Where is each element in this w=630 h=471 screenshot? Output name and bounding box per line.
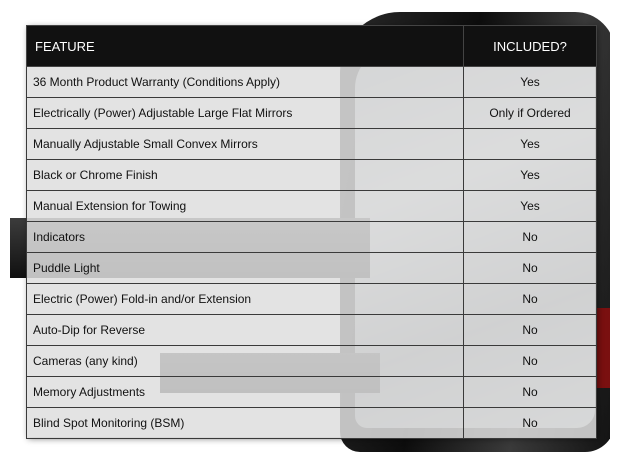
feature-table-container xyxy=(26,25,596,437)
included-cell: Yes xyxy=(464,160,597,191)
feature-cell: Cameras (any kind) xyxy=(27,346,464,377)
feature-cell: Auto-Dip for Reverse xyxy=(27,315,464,346)
included-cell: No xyxy=(464,408,597,439)
feature-cell: Memory Adjustments xyxy=(27,377,464,408)
table-row xyxy=(27,67,597,98)
feature-table xyxy=(26,25,597,439)
included-cell: No xyxy=(464,315,597,346)
table-row xyxy=(27,191,597,222)
feature-column-header: FEATURE xyxy=(27,26,464,67)
table-row xyxy=(27,98,597,129)
feature-cell: 36 Month Product Warranty (Conditions Apply) xyxy=(27,67,464,98)
table-row xyxy=(27,284,597,315)
table-row xyxy=(27,160,597,191)
table-row xyxy=(27,129,597,160)
feature-cell: Puddle Light xyxy=(27,253,464,284)
included-cell: No xyxy=(464,222,597,253)
table-row xyxy=(27,377,597,408)
included-cell: Yes xyxy=(464,191,597,222)
included-cell: No xyxy=(464,284,597,315)
included-cell: No xyxy=(464,253,597,284)
feature-cell: Electric (Power) Fold-in and/or Extension xyxy=(27,284,464,315)
included-cell: Yes xyxy=(464,67,597,98)
included-cell: Only if Ordered xyxy=(464,98,597,129)
feature-cell: Manual Extension for Towing xyxy=(27,191,464,222)
included-column-header: INCLUDED? xyxy=(464,26,597,67)
feature-cell: Manually Adjustable Small Convex Mirrors xyxy=(27,129,464,160)
table-row xyxy=(27,315,597,346)
feature-cell: Black or Chrome Finish xyxy=(27,160,464,191)
table-row xyxy=(27,253,597,284)
included-cell: Yes xyxy=(464,129,597,160)
feature-cell: Blind Spot Monitoring (BSM) xyxy=(27,408,464,439)
vehicle-taillight xyxy=(596,308,610,388)
table-header-row xyxy=(27,26,597,67)
table-row xyxy=(27,408,597,439)
table-row xyxy=(27,222,597,253)
included-cell: No xyxy=(464,377,597,408)
table-row xyxy=(27,346,597,377)
feature-cell: Electrically (Power) Adjustable Large Flat Mirrors xyxy=(27,98,464,129)
included-cell: No xyxy=(464,346,597,377)
feature-cell: Indicators xyxy=(27,222,464,253)
